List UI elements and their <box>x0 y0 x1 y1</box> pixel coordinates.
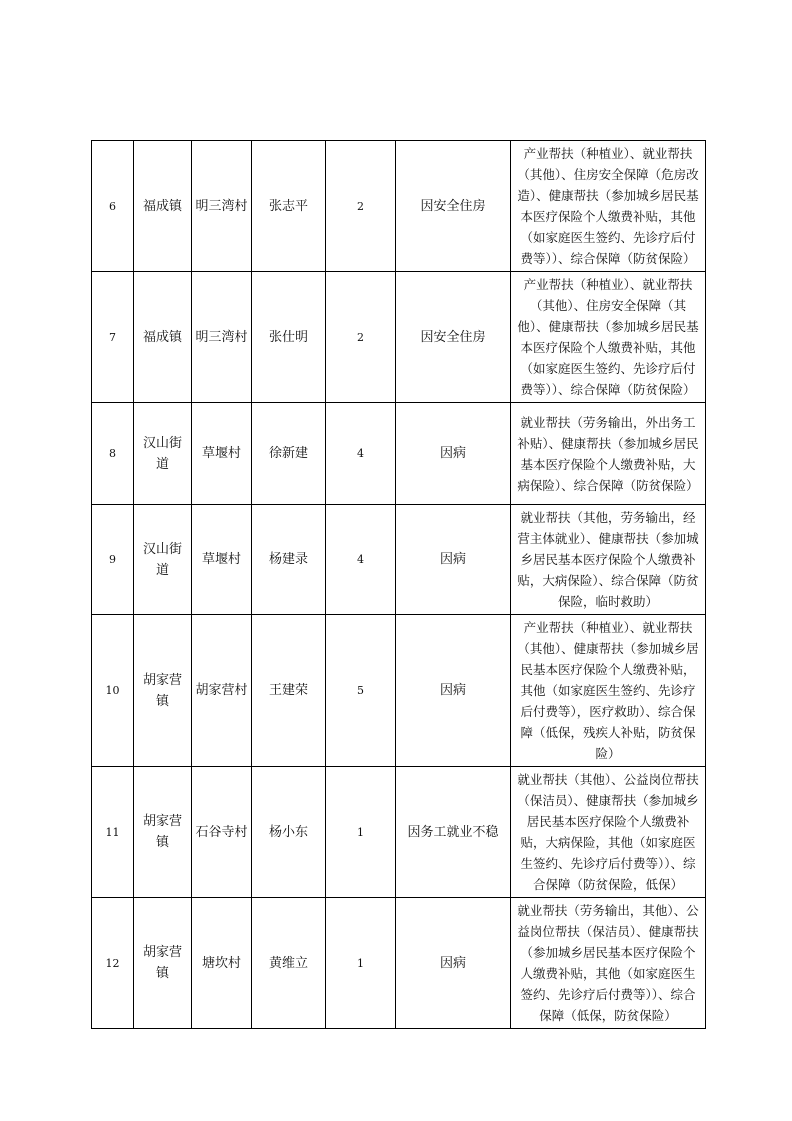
measures-cell: 就业帮扶（劳务输出，其他）、公益岗位帮扶（保洁员）、健康帮扶（参加城乡居民基本医疗保险个人缴费补贴，其他（如家庭医生签约、先诊疗后付费等））、综合保障（低保，防贫保险） <box>511 898 706 1029</box>
name-cell: 杨小东 <box>252 767 326 898</box>
measures-cell: 产业帮扶（种植业）、就业帮扶（其他）、健康帮扶（参加城乡居民基本医疗保险个人缴费补贴，其他（如家庭医生签约、先诊疗后付费等），医疗救助）、综合保障（低保，残疾人补贴，防贫保险） <box>511 615 706 767</box>
measures-cell: 产业帮扶（种植业）、就业帮扶（其他）、住房安全保障（危房改造）、健康帮扶（参加城乡居民基本医疗保险个人缴费补贴，其他（如家庭医生签约、先诊疗后付费等））、综合保障（防贫保险） <box>511 141 706 272</box>
measures-cell: 产业帮扶（种植业）、就业帮扶（其他）、住房安全保障（其他）、健康帮扶（参加城乡居民基本医疗保险个人缴费补贴，其他（如家庭医生签约、先诊疗后付费等））、综合保障（防贫保险） <box>511 272 706 403</box>
name-cell: 徐新建 <box>252 403 326 505</box>
household-size-cell: 2 <box>326 272 396 403</box>
name-cell: 杨建录 <box>252 505 326 615</box>
village-cell: 草堰村 <box>192 403 252 505</box>
village-cell: 草堰村 <box>192 505 252 615</box>
household-size-cell: 1 <box>326 898 396 1029</box>
village-cell: 明三湾村 <box>192 272 252 403</box>
town-cell: 福成镇 <box>134 141 192 272</box>
table-row <box>92 615 706 767</box>
reason-cell: 因病 <box>396 898 511 1029</box>
village-cell: 胡家营村 <box>192 615 252 767</box>
town-cell: 胡家营镇 <box>134 767 192 898</box>
measures-cell: 就业帮扶（其他）、公益岗位帮扶（保洁员）、健康帮扶（参加城乡居民基本医疗保险个人缴费补贴，大病保险，其他（如家庭医生签约、先诊疗后付费等））、综合保障（防贫保险，低保） <box>511 767 706 898</box>
table-row <box>92 141 706 272</box>
name-cell: 张志平 <box>252 141 326 272</box>
reason-cell: 因病 <box>396 505 511 615</box>
household-size-cell: 5 <box>326 615 396 767</box>
measures-cell: 就业帮扶（劳务输出，外出务工补贴）、健康帮扶（参加城乡居民基本医疗保险个人缴费补贴，大病保险）、综合保障（防贫保险） <box>511 403 706 505</box>
row-number: 8 <box>92 403 134 505</box>
reason-cell: 因务工就业不稳 <box>396 767 511 898</box>
household-size-cell: 1 <box>326 767 396 898</box>
reason-cell: 因安全住房 <box>396 272 511 403</box>
village-cell: 塘坎村 <box>192 898 252 1029</box>
row-number: 9 <box>92 505 134 615</box>
name-cell: 王建荣 <box>252 615 326 767</box>
name-cell: 张仕明 <box>252 272 326 403</box>
household-size-cell: 2 <box>326 141 396 272</box>
table-row <box>92 767 706 898</box>
table-row <box>92 505 706 615</box>
row-number: 7 <box>92 272 134 403</box>
name-cell: 黄维立 <box>252 898 326 1029</box>
household-table <box>91 140 706 1029</box>
reason-cell: 因病 <box>396 615 511 767</box>
row-number: 6 <box>92 141 134 272</box>
town-cell: 汉山街道 <box>134 505 192 615</box>
row-number: 11 <box>92 767 134 898</box>
town-cell: 胡家营镇 <box>134 615 192 767</box>
reason-cell: 因病 <box>396 403 511 505</box>
household-size-cell: 4 <box>326 403 396 505</box>
village-cell: 石谷寺村 <box>192 767 252 898</box>
measures-cell: 就业帮扶（其他，劳务输出，经营主体就业）、健康帮扶（参加城乡居民基本医疗保险个人缴费补贴，大病保险）、综合保障（防贫保险，临时救助） <box>511 505 706 615</box>
reason-cell: 因安全住房 <box>396 141 511 272</box>
table-row <box>92 403 706 505</box>
village-cell: 明三湾村 <box>192 141 252 272</box>
table-row <box>92 272 706 403</box>
row-number: 10 <box>92 615 134 767</box>
town-cell: 汉山街道 <box>134 403 192 505</box>
town-cell: 福成镇 <box>134 272 192 403</box>
household-size-cell: 4 <box>326 505 396 615</box>
row-number: 12 <box>92 898 134 1029</box>
town-cell: 胡家营镇 <box>134 898 192 1029</box>
table-row <box>92 898 706 1029</box>
